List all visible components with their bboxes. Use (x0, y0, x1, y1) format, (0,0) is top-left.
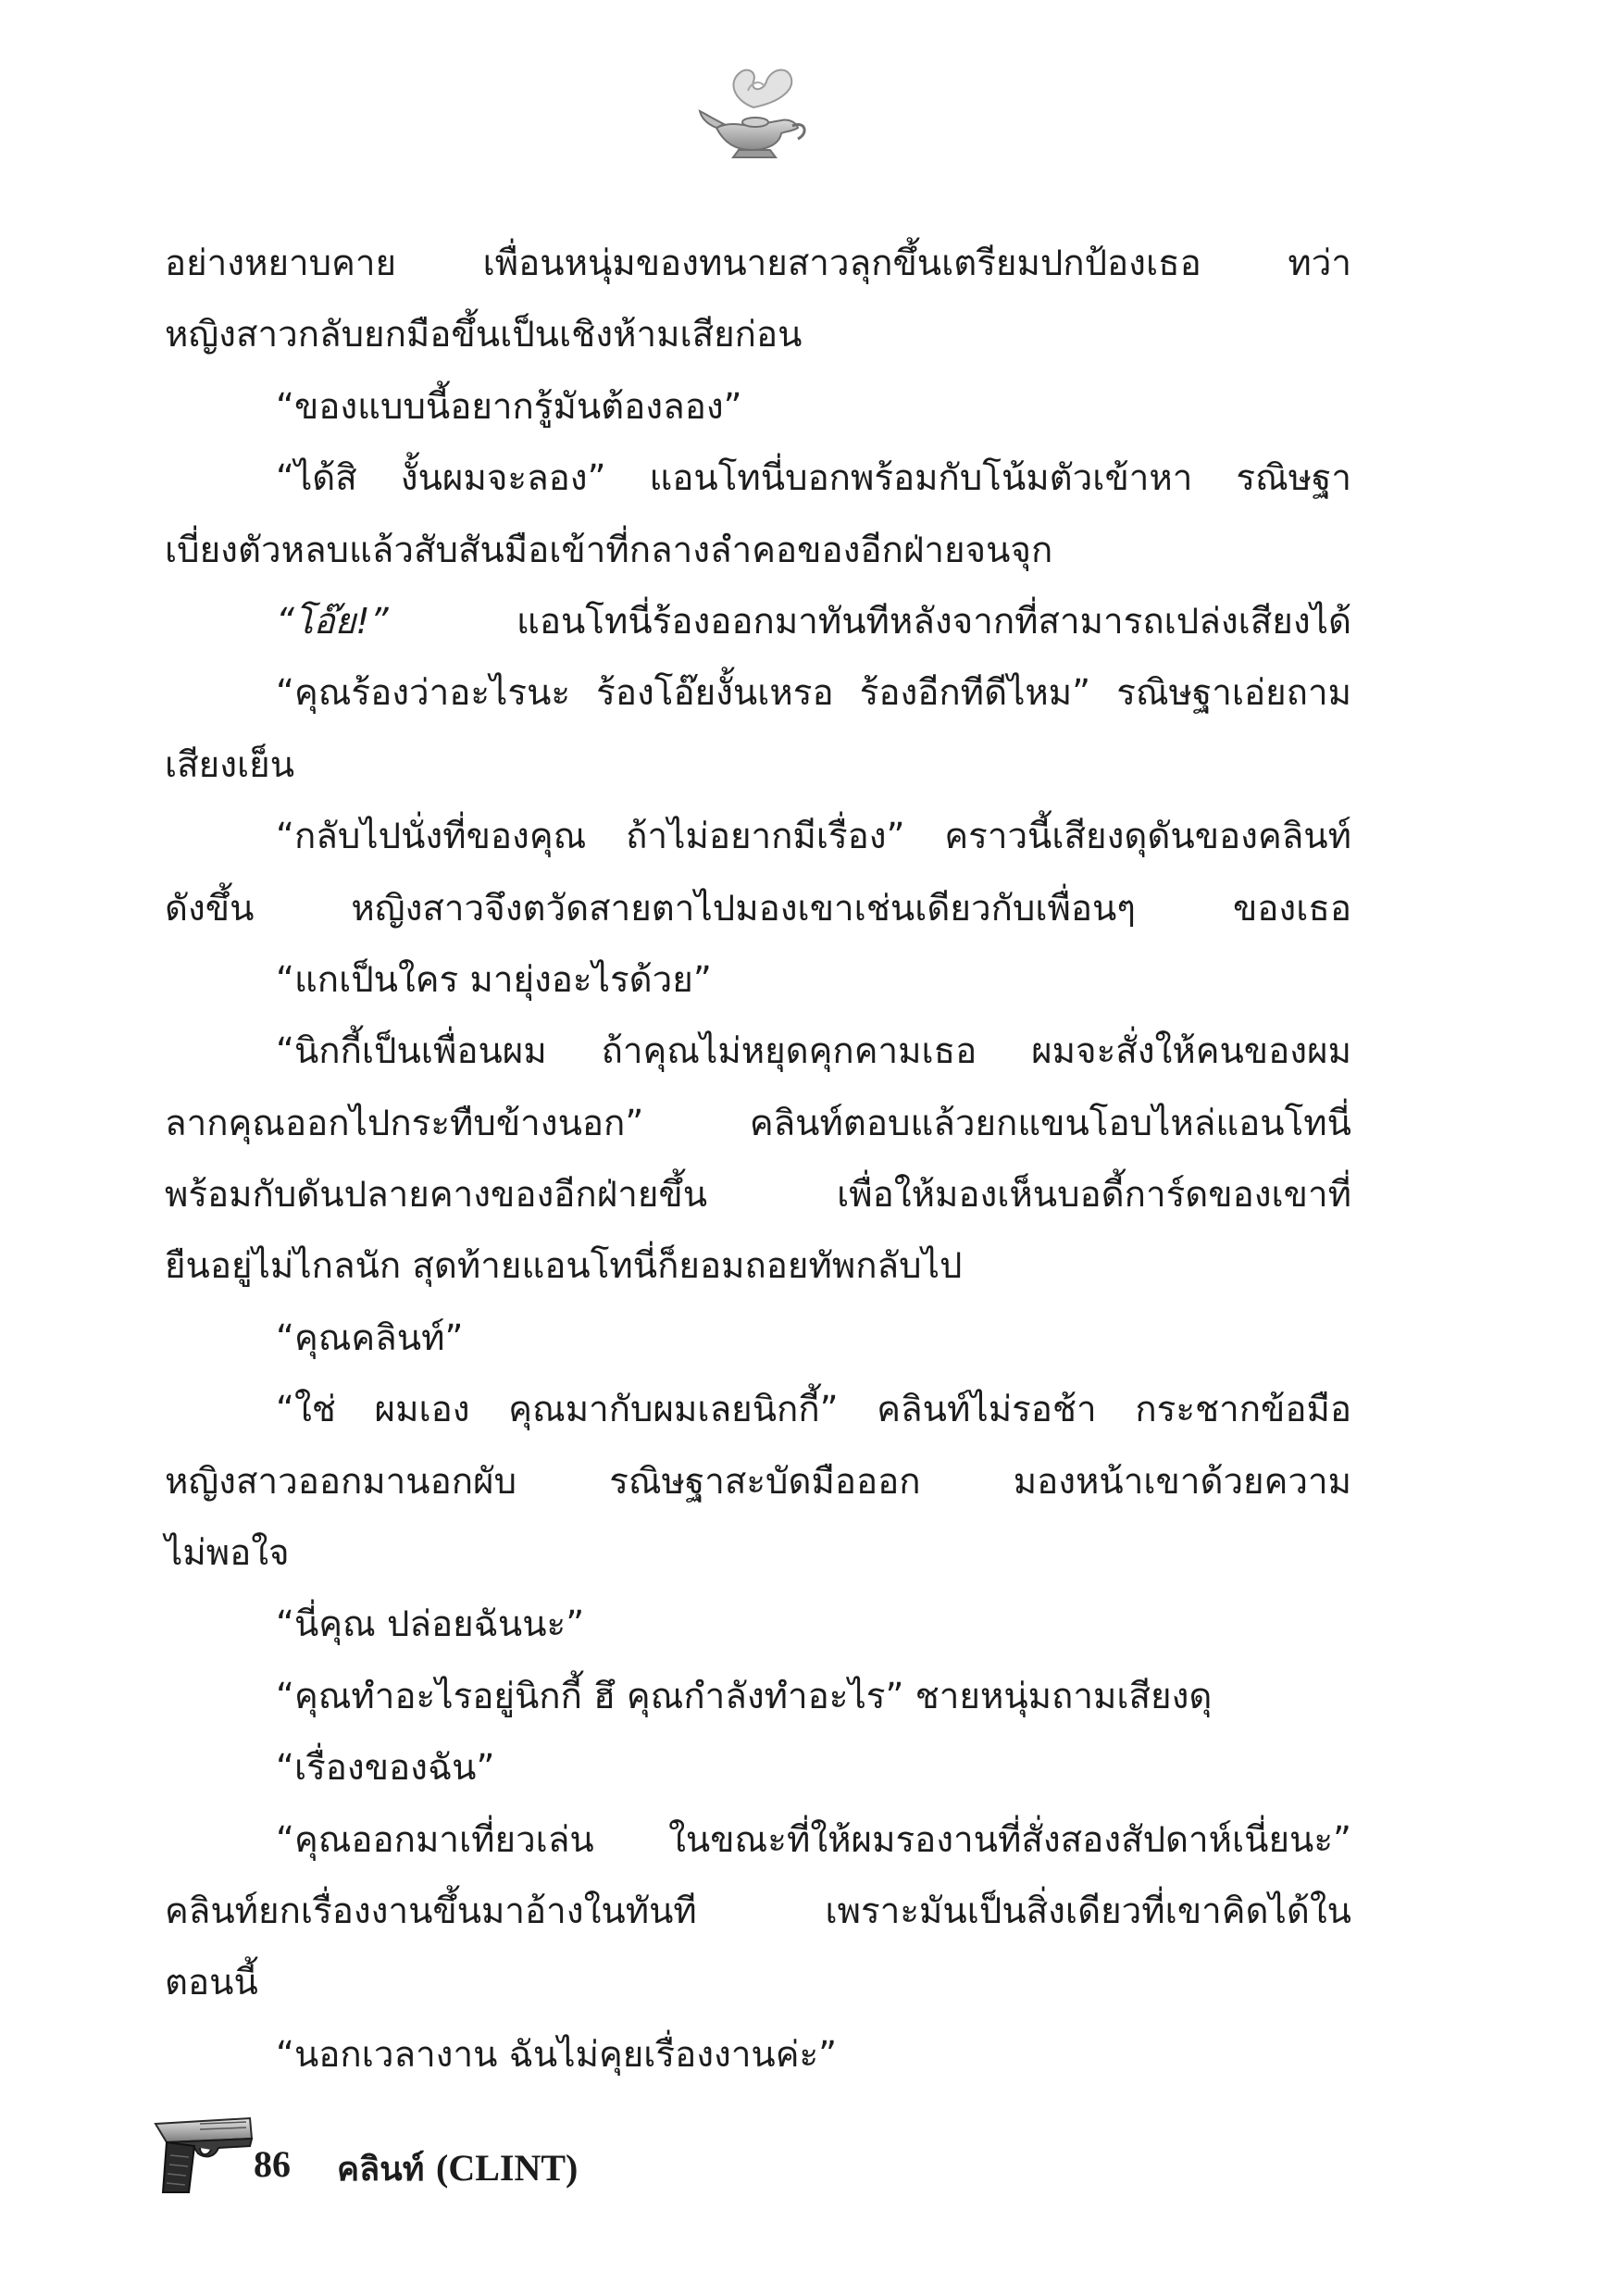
text-line: “นี่คุณ ปล่อยฉันนะ” (276, 1603, 585, 1646)
text-line: “นิกกี้เป็นเพื่อนผม ถ้าคุณไม่หยุดคุกคามเธอ ผมจะสั่งให้คนของผม (276, 1030, 1351, 1073)
text-line: “นอกเวลางาน ฉันไม่คุยเรื่องงานค่ะ” (276, 2033, 838, 2076)
text-line: “คุณคลินท์” (276, 1316, 464, 1359)
text-line: หญิงสาวกลับยกมือขึ้นเป็นเชิงห้ามเสียก่อน (165, 314, 803, 356)
running-title-latin: (CLINT) (436, 2147, 579, 2189)
text-line: ไม่พอใจ (165, 1532, 290, 1575)
text-line: “กลับไปนั่งที่ของคุณ ถ้าไม่อยากมีเรื่อง” คราวนี้เสียงดุดันของคลินท์ (276, 816, 1351, 858)
text-line: ลากคุณออกไปกระทืบข้างนอก” คลินท์ตอบแล้วยกแขนโอบไหล่แอนโทนี่ (165, 1102, 1351, 1144)
line-text: แอนโทนี่ร้องออกมาทันทีหลังจากที่สามารถเปล่งเสียงได้ (517, 600, 1351, 643)
text-line: เบี่ยงตัวหลบแล้วสับสันมือเข้าที่กลางลำคอของอีกฝ่ายจนจุก (165, 529, 1053, 571)
genie-lamp-ornament-icon (696, 54, 811, 168)
text-line: “ของแบบนี้อยากรู้มันต้องลอง” (276, 385, 742, 428)
pistol-icon (154, 2115, 254, 2194)
running-title (337, 2142, 578, 2195)
text-line: หญิงสาวออกมานอกผับ รณิษฐาสะบัดมือออก มองหน้าเขาด้วยความ (165, 1460, 1351, 1503)
text-line: “คุณทำอะไรอยู่นิกกี้ ฮึ คุณกำลังทำอะไร” ชายหนุ่มถามเสียงดุ (276, 1675, 1213, 1717)
text-line: เสียงเย็น (165, 743, 295, 786)
italic-exclamation: “โอ๊ย!” (276, 600, 389, 643)
page-footer (154, 2115, 746, 2194)
text-line: พร้อมกับดันปลายคางของอีกฝ่ายขึ้น เพื่อให้มองเห็นบอดี้การ์ดของเขาที่ (165, 1174, 1351, 1217)
text-line: อย่างหยาบคาย เพื่อนหนุ่มของทนายสาวลุกขึ้นเตรียมปกป้องเธอ ทว่า (165, 243, 1351, 284)
text-line: “ได้สิ งั้นผมจะลอง” แอนโทนี่บอกพร้อมกับโน้มตัวเข้าหา รณิษฐา (276, 457, 1351, 500)
body-text (165, 228, 1351, 2090)
text-line: “คุณออกมาเที่ยวเล่น ในขณะที่ให้ผมรองานที่สั่งสองสัปดาห์เนี่ยนะ” (276, 1818, 1351, 1861)
text-line: ดังขึ้น หญิงสาวจึงตวัดสายตาไปมองเขาเช่นเดียวกับเพื่อนๆ ของเธอ (165, 887, 1351, 930)
text-line: “คุณร้องว่าอะไรนะ ร้องโอ๊ยงั้นเหรอ ร้องอีกทีดีไหม” รณิษฐาเอ่ยถาม (276, 672, 1351, 715)
text-line: “ใช่ ผมเอง คุณมากับผมเลยนิกกี้” คลินท์ไม่รอช้า กระชากข้อมือ (276, 1389, 1351, 1431)
running-title-thai: คลินท์ (337, 2151, 425, 2189)
text-line: ยืนอยู่ไม่ไกลนัก สุดท้ายแอนโทนี่ก็ยอมถอยทัพกลับไป (165, 1245, 963, 1288)
text-line: ตอนนี้ (165, 1962, 258, 2004)
page-number: 86 (254, 2143, 291, 2185)
text-line: คลินท์ยกเรื่องงานขึ้นมาอ้างในทันที เพราะมันเป็นสิ่งเดียวที่เขาคิดได้ใน (165, 1890, 1351, 1932)
text-line: “เรื่องของฉัน” (276, 1747, 495, 1790)
text-line: “แกเป็นใคร มายุ่งอะไรด้วย” (276, 958, 712, 1001)
text-line (165, 586, 1351, 657)
